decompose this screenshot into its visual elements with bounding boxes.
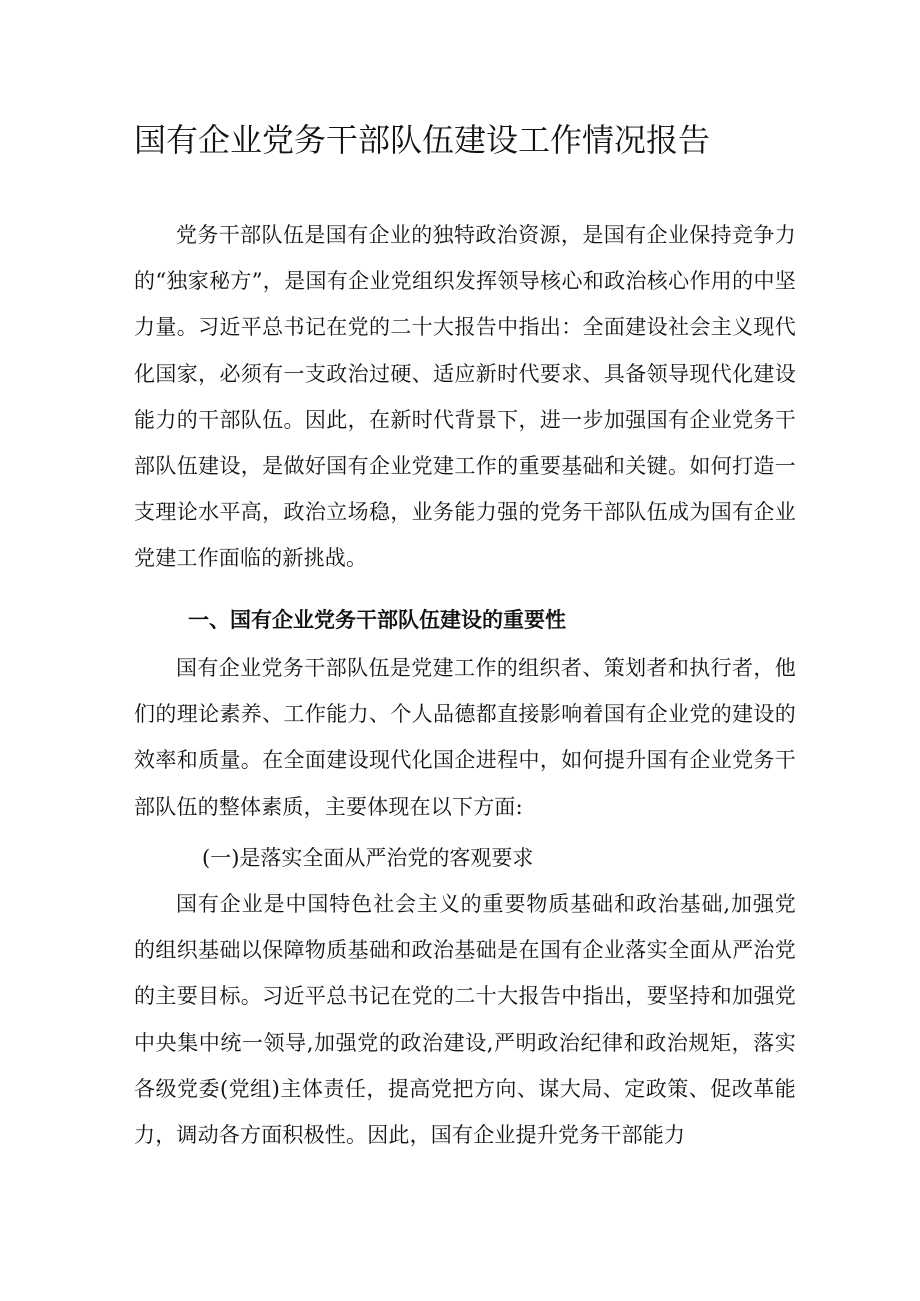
paragraph-section-1: 国有企业党务干部队伍是党建工作的组织者、策划者和执行者，他们的理论素养、工作能力、个人品德都直接影响着国有企业党的建设的效率和质量。在全面建设现代化国企进程中，如何提升国有企业党务干部队伍的整体素质，主要体现在以下方面:	[134, 656, 796, 819]
paragraph-subsection-1: 国有企业是中国特色社会主义的重要物质基础和政治基础,加强党的组织基础以保障物质基础和政治基础是在国有企业落实全面从严治党的主要目标。习近平总书记在党的二十大报告中指出，要坚持和加强党中央集中统一领导,加强党的政治建设,严明政治纪律和政治规矩，落实各级党委(党组)主体责任，提高党把方向、谋大局、定政策、促改革能力，调动各方面积极性。因此，国有企业提升党务干部能力	[134, 892, 796, 1148]
subsection-heading-1: (一)是落实全面从严治党的客观要求	[202, 846, 534, 870]
section-heading-1: 一、国有企业党务干部队伍建设的重要性	[188, 608, 566, 632]
paragraph-intro: 党务干部队伍是国有企业的独特政治资源，是国有企业保持竞争力的“独家秘方”，是国有企业党组织发挥领导核心和政治核心作用的中坚力量。习近平总书记在党的二十大报告中指出：全面建设社会主义现代化国家，必须有一支政治过硬、适应新时代要求、具备领导现代化建设能力的干部队伍。因此，在新时代背景下，进一步加强国有企业党务干部队伍建设，是做好国有企业党建工作的重要基础和关键。如何打造一支理论水平高，政治立场稳，业务能力强的党务干部队伍成为国有企业党建工作面临的新挑战。	[134, 223, 796, 571]
document-title: 国有企业党务干部队伍建设工作情况报告	[134, 121, 711, 159]
